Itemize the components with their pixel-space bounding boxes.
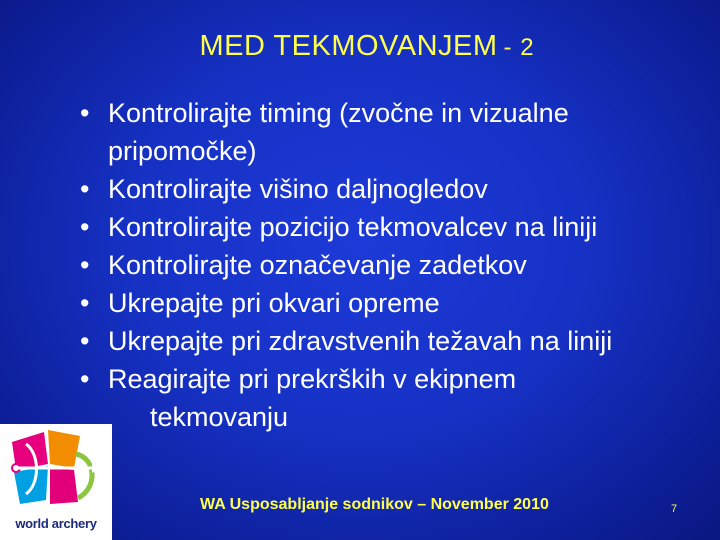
bullet-icon: • xyxy=(80,326,90,356)
bullet-text: Kontrolirajte višino daljnogledov xyxy=(108,174,488,204)
bullet-item xyxy=(80,170,710,208)
bullet-text: Ukrepajte pri zdravstvenih težavah na liniji xyxy=(108,326,613,356)
bullet-item xyxy=(80,360,710,436)
bullet-text: Kontrolirajte pozicijo tekmovalcev na liniji xyxy=(108,212,598,242)
logo-text: world archery xyxy=(15,516,97,531)
bullet-text: Kontrolirajte označevanje zadetkov xyxy=(108,250,527,280)
world-archery-logo xyxy=(0,424,112,540)
bullet-text: Kontrolirajte timing (zvočne in vizualne xyxy=(108,98,569,128)
bullet-item xyxy=(80,94,710,170)
bullet-text-continuation: pripomočke) xyxy=(108,136,257,166)
slide-title xyxy=(0,30,720,63)
bullet-list xyxy=(80,94,710,436)
bullet-text-continuation: tekmovanju xyxy=(150,402,289,432)
bullet-text: Reagirajte pri prekrških v ekipnem xyxy=(108,364,517,394)
bullet-icon: • xyxy=(80,174,90,204)
bullet-icon: • xyxy=(80,250,90,280)
bullet-item xyxy=(80,208,710,246)
world-archery-logo-icon xyxy=(0,424,112,516)
bullet-icon: • xyxy=(80,212,90,242)
slide-title-suffix: - 2 xyxy=(503,34,535,61)
bullet-icon: • xyxy=(80,288,90,318)
bullet-item xyxy=(80,322,710,360)
bullet-item xyxy=(80,284,710,322)
bullet-icon: • xyxy=(80,98,90,128)
slide-title-text: MED TEKMOVANJEM xyxy=(199,30,498,62)
bullet-text: Ukrepajte pri okvari opreme xyxy=(108,288,440,318)
bullet-icon: • xyxy=(80,364,90,394)
bullet-item xyxy=(80,246,710,284)
page-number: 7 xyxy=(671,503,678,515)
footer-text: WA Usposabljanje sodnikov – November 2010 xyxy=(200,496,549,513)
